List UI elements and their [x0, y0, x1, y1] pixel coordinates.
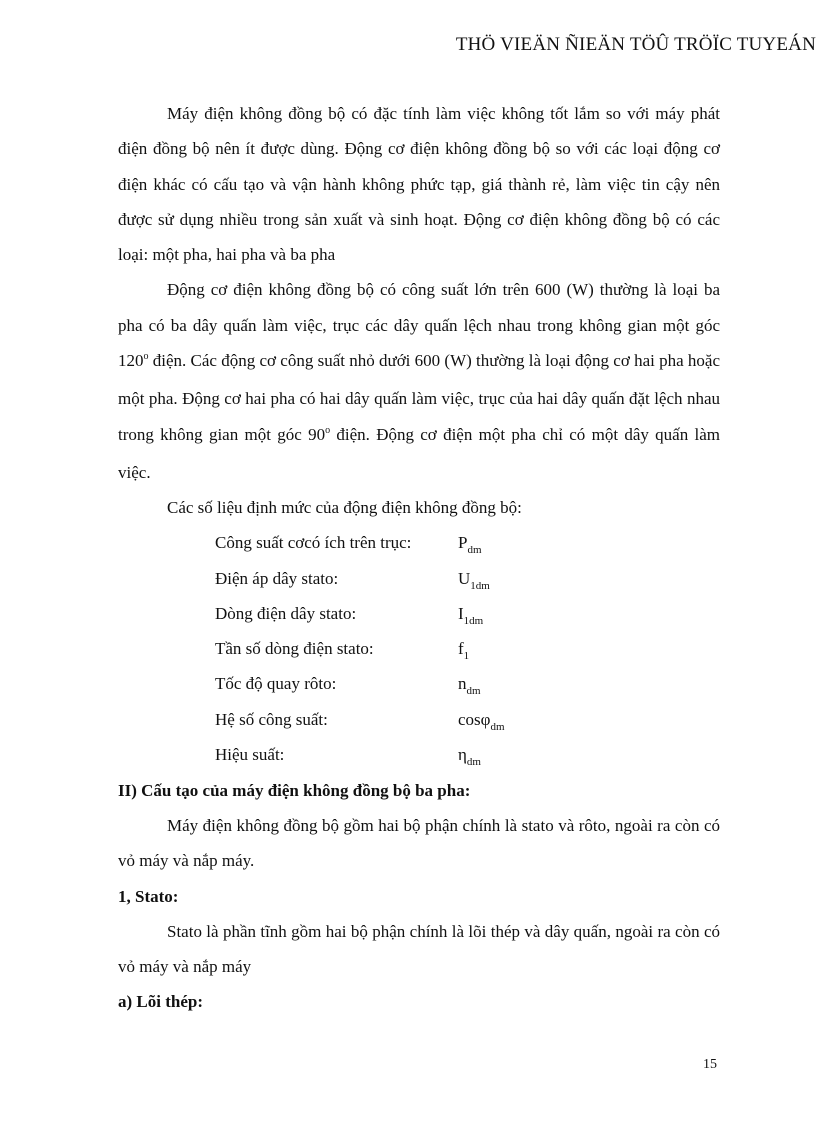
- rated-parameters-list: [118, 526, 720, 773]
- parameter-symbol: $f_1$: [458, 639, 470, 663]
- paragraph-rated-values-intro: Các số liệu định mức của động điện không đồng bộ:: [167, 498, 522, 518]
- page-number: 15: [703, 1057, 717, 1072]
- page-header: THÖ VIEÄN ÑIEÄN TÖÛ TRÖÏC TUYEÁN: [455, 34, 816, 55]
- parameter-row: [118, 526, 720, 561]
- paragraph-intro: Máy điện không đồng bộ có đặc tính làm việc không tốt lắm so với máy phát điện đồng bộ nên ít được dùng. Động cơ điện không đồng bộ so với các loại động cơ điện khác có cấu tạo và vận hành không phức tạp, giá thành rẻ, làm việc tin cậy nên được sử dụng nhiều trong sản xuất và sinh hoạt. Động cơ điện không đồng bộ có các loại: một pha, hai pha và ba pha: [118, 104, 720, 265]
- parameter-symbol: $I_{1dm}$: [458, 603, 484, 627]
- parameter-symbol: $\eta_{dm}$: [458, 744, 481, 768]
- parameter-subscript: dm: [467, 544, 482, 557]
- parameter-subscript: 1dm: [470, 579, 490, 592]
- parameter-label: Dòng điện dây stato:: [215, 603, 357, 623]
- parameter-subscript: 1dm: [463, 614, 484, 627]
- paragraph-stato: Stato là phần tĩnh gồm hai bộ phận chính là lõi thép và dây quấn, ngoài ra còn có vỏ máy và nắp máy: [118, 921, 720, 977]
- paragraph-power-classes: [118, 272, 720, 490]
- parameter-label: Tần số dòng điện stato:: [215, 639, 374, 659]
- parameter-label: Tốc độ quay rôto:: [215, 674, 337, 694]
- subsection-heading-core: a) Lõi thép:: [118, 992, 203, 1012]
- paragraph-structure: Máy điện không đồng bộ gồm hai bộ phận chính là stato và rôto, ngoài ra còn có vỏ máy và nắp máy.: [118, 815, 720, 871]
- parameter-label: Điện áp dây stato:: [215, 568, 339, 588]
- degree-superscript: o: [325, 424, 331, 436]
- parameter-row: [118, 596, 720, 631]
- parameter-row: [118, 631, 720, 666]
- parameter-symbol: $P_{dm}$: [458, 533, 482, 557]
- page-content: [118, 96, 720, 1020]
- parameter-row: [118, 702, 720, 737]
- parameter-subscript: dm: [490, 720, 505, 733]
- paragraph-text: điện. Động cơ điện một pha chỉ có một dây quấn làm việc.: [118, 424, 720, 482]
- parameter-row: [118, 737, 720, 772]
- paragraph-text: Động cơ điện không đồng bộ có công suất lớn trên 600 (W) thường là loại ba pha có ba dây quấn làm việc, trục các dây quấn lệch nhau trong không gian một góc 120: [118, 280, 720, 371]
- parameter-row: [118, 561, 720, 596]
- parameter-symbol: $U_{1dm}$: [458, 568, 490, 592]
- parameter-symbol: cosφ$_{dm}$: [458, 709, 505, 733]
- parameter-subscript: 1: [463, 650, 470, 663]
- section-heading-structure: II) Cấu tạo của máy điện không đồng bộ ba pha:: [118, 780, 471, 800]
- degree-superscript: o: [143, 351, 149, 363]
- parameter-symbol: $n_{dm}$: [458, 674, 481, 698]
- parameter-subscript: dm: [466, 755, 481, 768]
- parameter-label: Hệ số công suất:: [215, 709, 328, 729]
- parameter-row: [118, 667, 720, 702]
- parameter-label: Hiệu suất:: [215, 744, 285, 764]
- parameter-subscript: dm: [466, 685, 481, 698]
- parameter-label: Công suất cơcó ích trên trục:: [215, 533, 412, 553]
- section-heading-stato: 1, Stato:: [118, 886, 179, 906]
- paragraph-text: điện. Các động cơ công suất nhỏ dưới 600 (W) thường là loại động cơ hai pha hoặc một pha. Động cơ hai pha có hai dây quấn làm việc, trục của hai dây quấn đặt lệch nhau trong không gian một góc 90: [118, 351, 720, 444]
